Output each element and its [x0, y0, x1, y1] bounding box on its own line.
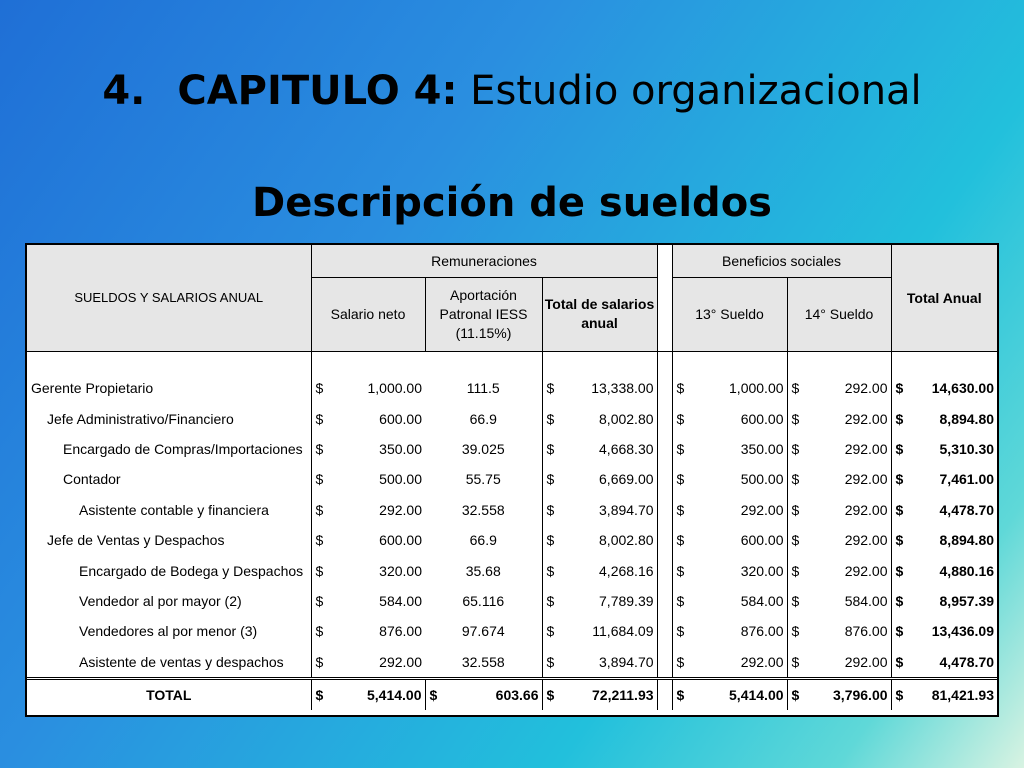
cell-total-anual: $ 4,478.70 [891, 647, 997, 679]
table-row [27, 373, 997, 403]
col-header-14-sueldo: 14° Sueldo [787, 277, 891, 351]
cell-14-sueldo: $ 292.00 [787, 373, 891, 403]
cell-13-sueldo: $ 500.00 [676, 471, 784, 488]
row-label: Jefe Administrativo/Financiero [47, 410, 234, 427]
table-row [27, 464, 997, 494]
table-row [27, 616, 997, 646]
column-separator [657, 647, 672, 679]
cell-aportacion: 66.9 [469, 532, 497, 549]
col-header-salario-neto: Salario neto [311, 277, 425, 351]
salary-table [27, 245, 997, 710]
cell-13-sueldo: $ 320.00 [676, 562, 784, 579]
column-separator [657, 434, 672, 464]
cell-13-sueldo: $ 584.00 [676, 592, 784, 609]
totals-row [27, 678, 997, 710]
cell-salario-neto: $ 292.00 [311, 495, 425, 525]
cell-13-sueldo: $ 600.00 [676, 410, 784, 427]
total-salario-neto: $ 5,414.00 [311, 678, 425, 710]
cell-aportacion: 35.68 [465, 562, 501, 579]
total-aportacion: $ 603.66 [425, 678, 542, 710]
table-row [27, 403, 997, 433]
chapter-name: Estudio organizacional [457, 68, 922, 114]
cell-13-sueldo: $ 1,000.00 [676, 380, 784, 397]
cell-aportacion: 55.75 [465, 471, 501, 488]
table-row [27, 586, 997, 616]
slide-subtitle: Descripción de sueldos [252, 180, 772, 226]
cell-13-sueldo: $ 292.00 [676, 501, 784, 518]
cell-aportacion: 32.558 [461, 501, 505, 518]
column-separator [657, 373, 672, 403]
cell-salario-neto: $ 584.00 [311, 586, 425, 616]
cell-14-sueldo: $ 292.00 [787, 464, 891, 494]
cell-total-anual: $ 8,894.80 [891, 403, 997, 433]
cell-salario-neto: $ 320.00 [311, 555, 425, 585]
cell-total-anual: $ 7,461.00 [891, 464, 997, 494]
column-separator [657, 586, 672, 616]
total-total-salarios: $ 72,211.93 [542, 678, 657, 710]
column-separator [657, 678, 672, 710]
table-row [27, 555, 997, 585]
row-label: Jefe de Ventas y Despachos [47, 532, 225, 549]
cell-total-salarios: $ 4,668.30 [542, 434, 657, 464]
cell-salario-neto: $ 1,000.00 [311, 373, 425, 403]
salary-table-panel [25, 243, 999, 717]
column-separator [657, 464, 672, 494]
row-label: Encargado de Compras/Importaciones [63, 440, 303, 457]
col-header-aportacion: Aportación Patronal IESS (11.15%) [425, 277, 542, 351]
cell-14-sueldo: $ 292.00 [787, 434, 891, 464]
cell-aportacion: 32.558 [461, 653, 505, 670]
row-label: Asistente contable y financiera [79, 501, 269, 518]
totals-label: TOTAL [27, 678, 311, 710]
cell-total-salarios: $ 6,669.00 [542, 464, 657, 494]
cell-total-anual: $ 8,894.80 [891, 525, 997, 555]
column-separator [657, 525, 672, 555]
cell-salario-neto: $ 500.00 [311, 464, 425, 494]
table-row [27, 525, 997, 555]
cell-total-salarios: $ 3,894.70 [542, 495, 657, 525]
total-14-sueldo: $ 3,796.00 [787, 678, 891, 710]
cell-total-salarios: $ 8,002.80 [542, 403, 657, 433]
cell-aportacion: 65.116 [462, 592, 505, 609]
row-label: Vendedores al por menor (3) [79, 623, 258, 640]
row-label: Gerente Propietario [31, 380, 154, 397]
cell-total-salarios: $ 11,684.09 [542, 616, 657, 646]
col-header-total-anual: Total Anual [891, 245, 997, 351]
column-separator [657, 555, 672, 585]
cell-salario-neto: $ 292.00 [311, 647, 425, 679]
cell-14-sueldo: $ 292.00 [787, 403, 891, 433]
col-header-13-sueldo: 13° Sueldo [672, 277, 787, 351]
table-row [27, 495, 997, 525]
column-separator [657, 403, 672, 433]
column-separator [657, 616, 672, 646]
cell-14-sueldo: $ 292.00 [787, 525, 891, 555]
cell-salario-neto: $ 600.00 [311, 525, 425, 555]
cell-total-salarios: $ 7,789.39 [542, 586, 657, 616]
cell-total-salarios: $ 4,268.16 [542, 555, 657, 585]
col-header-total-salarios: Total de salarios anual [542, 277, 657, 351]
row-label: Vendedor al por mayor (2) [79, 592, 242, 609]
total-13-sueldo: $ 5,414.00 [672, 678, 787, 710]
cell-total-anual: $ 13,436.09 [891, 616, 997, 646]
cell-14-sueldo: $ 584.00 [787, 586, 891, 616]
cell-salario-neto: $ 876.00 [311, 616, 425, 646]
row-label: Contador [63, 471, 121, 488]
table-row [27, 434, 997, 464]
cell-13-sueldo: $ 876.00 [676, 623, 784, 640]
cell-13-sueldo: $ 600.00 [676, 532, 784, 549]
cell-aportacion: 39.025 [461, 440, 505, 457]
cell-14-sueldo: $ 292.00 [787, 495, 891, 525]
cell-total-anual: $ 4,478.70 [891, 495, 997, 525]
cell-total-anual: $ 4,880.16 [891, 555, 997, 585]
cell-total-anual: $ 8,957.39 [891, 586, 997, 616]
cell-total-salarios: $ 3,894.70 [542, 647, 657, 679]
row-label: Asistente de ventas y despachos [79, 653, 284, 670]
chapter-label: CAPITULO 4: [177, 68, 458, 114]
column-separator [657, 245, 672, 351]
cell-aportacion: 97.674 [461, 623, 505, 640]
cell-salario-neto: $ 350.00 [311, 434, 425, 464]
cell-13-sueldo: $ 350.00 [676, 440, 784, 457]
cell-total-salarios: $ 13,338.00 [542, 373, 657, 403]
cell-total-anual: $ 14,630.00 [891, 373, 997, 403]
table-main-header: SUELDOS Y SALARIOS ANUAL [27, 245, 311, 351]
cell-14-sueldo: $ 876.00 [787, 616, 891, 646]
cell-13-sueldo: $ 292.00 [676, 653, 784, 670]
total-total-anual: $ 81,421.93 [891, 678, 997, 710]
cell-aportacion: 111.5 [466, 380, 500, 397]
cell-14-sueldo: $ 292.00 [787, 647, 891, 679]
table-row [27, 647, 997, 679]
cell-total-salarios: $ 8,002.80 [542, 525, 657, 555]
column-separator [657, 495, 672, 525]
group-header-beneficios: Beneficios sociales [672, 245, 891, 277]
cell-salario-neto: $ 600.00 [311, 403, 425, 433]
cell-aportacion: 66.9 [469, 410, 497, 427]
cell-14-sueldo: $ 292.00 [787, 555, 891, 585]
group-header-remuneraciones: Remuneraciones [311, 245, 657, 277]
cell-total-anual: $ 5,310.30 [891, 434, 997, 464]
row-label: Encargado de Bodega y Despachos [79, 562, 304, 579]
chapter-number: 4. [102, 68, 146, 114]
slide-title [0, 68, 1024, 114]
